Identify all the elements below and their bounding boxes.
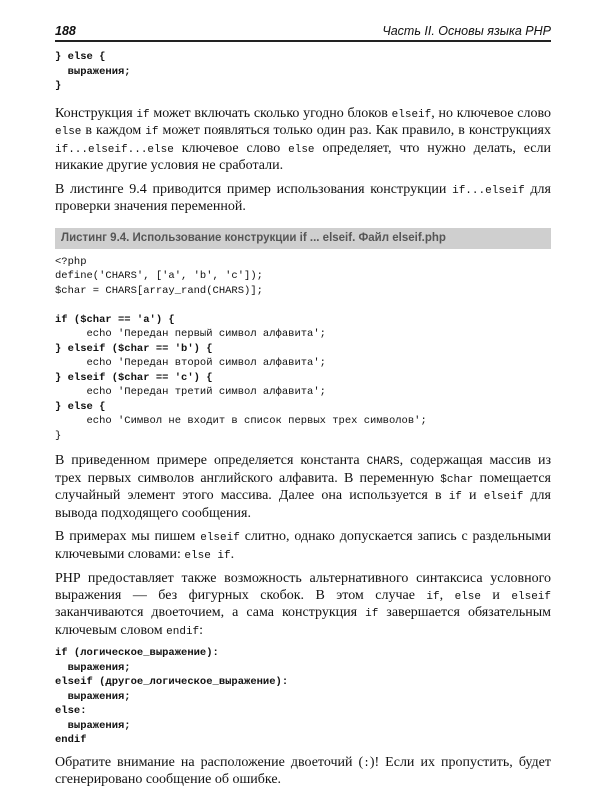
text-run: , содержащая массив из трех первых символов английского алфавита. В переменную (55, 453, 551, 486)
code-line: выражения; (55, 690, 131, 703)
text-run: Конструкция (55, 105, 137, 121)
inline-code: elseif (200, 532, 240, 544)
text-run: . (230, 546, 235, 562)
code-line: выражения; (55, 719, 131, 732)
text-run: и (461, 488, 484, 503)
text-run: , (439, 587, 455, 603)
code-fragment-else (55, 50, 551, 94)
code-line: define('CHARS', ['a', 'b', 'c']); (55, 270, 263, 282)
text-run: определяет, что нужно делать, если никакие другие условия не сработали. (55, 140, 551, 173)
text-run: слитно, однако допускается запись с раздельными ключевыми словами: (55, 529, 551, 562)
part-title: Часть II. Основы языка PHP (382, 24, 551, 38)
inline-code: if (365, 608, 379, 620)
text-run: Обратите внимание на расположение двоеточий ( (55, 754, 364, 770)
text-run: PHP предоставляет также возможность альтернативного синтаксиса условного выражения — без фигурных скобок. В этом случае (55, 571, 551, 603)
alt-syntax-code (55, 646, 551, 748)
text-run: для проверки значения переменной. (55, 181, 551, 214)
inline-code: if...elseif...else (55, 143, 174, 156)
code-line: } elseif ($char == 'b') { (55, 342, 213, 355)
inline-code: if (448, 491, 462, 503)
inline-code: else (454, 590, 481, 603)
text-run: в каждом (81, 123, 146, 138)
code-line: if ($char == 'a') { (55, 313, 175, 326)
code-line: endif (55, 734, 87, 746)
inline-code: else (55, 126, 82, 138)
inline-code: else if (184, 549, 231, 562)
running-header (55, 24, 551, 42)
paragraph (55, 529, 551, 564)
listing-caption: Листинг 9.4. Использование конструкции if ... elseif. Файл elseif.php (55, 228, 551, 249)
code-line: elseif (другое_логическое_выражение): (55, 676, 289, 688)
inline-code: elseif (511, 590, 551, 603)
code-line: echo 'Символ не входит в список первых трех символов'; (55, 415, 427, 427)
code-line: выражения; (55, 661, 131, 674)
text-run: для вывода подходящего сообщения. (55, 488, 551, 521)
code-line: $char = CHARS[array_rand(CHARS)]; (55, 284, 263, 297)
inline-code: elseif (391, 108, 432, 121)
text-run: В примерах мы пишем (55, 529, 201, 544)
text-run: помещается случайный элемент этого массива. Далее она используется в (55, 470, 551, 503)
text-run: и (480, 587, 512, 603)
text-run: , но ключевое слово (431, 105, 552, 121)
code-line: echo 'Передан второй символ алфавита'; (55, 357, 326, 369)
code-line: } else { (55, 400, 106, 413)
paragraph (55, 182, 551, 216)
book-page (55, 24, 551, 789)
inline-code: : (363, 757, 370, 770)
text-run: заканчиваются двоеточием, а сама конструкция (55, 605, 366, 620)
inline-code: CHARS (366, 456, 400, 468)
text-run: ключевое слово (173, 140, 289, 156)
code-line: } (55, 80, 62, 92)
text-run: завершается обязательным ключевым словом (55, 605, 552, 638)
inline-code: if (145, 126, 159, 138)
paragraph (55, 106, 551, 175)
inline-code: else (288, 143, 315, 156)
code-line: echo 'Передан третий символ алфавита'; (55, 386, 326, 398)
text-run: может появляться только один раз. Как правило, в конструкциях (158, 123, 551, 138)
code-line: echo 'Передан первый символ алфавита'; (55, 328, 326, 340)
inline-code: if...elseif (452, 184, 525, 197)
code-line: } else { (55, 51, 106, 63)
code-line: выражения; (55, 65, 131, 78)
paragraph (55, 453, 551, 522)
inline-code: $char (440, 473, 474, 486)
inline-code: endif (166, 625, 200, 638)
listing-code (55, 255, 551, 444)
paragraph (55, 571, 551, 640)
paragraph (55, 755, 551, 789)
text-run: может включать сколько угодно блоков (149, 105, 392, 121)
inline-code: if (136, 108, 150, 121)
code-line: if (логическое_выражение): (55, 647, 219, 659)
text-run: В листинге 9.4 приводится пример использования конструкции (55, 181, 453, 197)
code-line: else: (55, 705, 87, 717)
code-line: } (55, 429, 62, 442)
code-line: <?php (55, 255, 87, 268)
page-number: 188 (55, 24, 76, 38)
inline-code: elseif (483, 491, 524, 503)
text-run: )! Если их пропустить, будет сгенерировано сообщение об ошибке. (55, 754, 551, 787)
code-line: } elseif ($char == 'c') { (55, 371, 213, 384)
inline-code: if (426, 590, 440, 603)
text-run: : (199, 622, 204, 638)
text-run: В приведенном примере определяется константа (55, 453, 367, 468)
